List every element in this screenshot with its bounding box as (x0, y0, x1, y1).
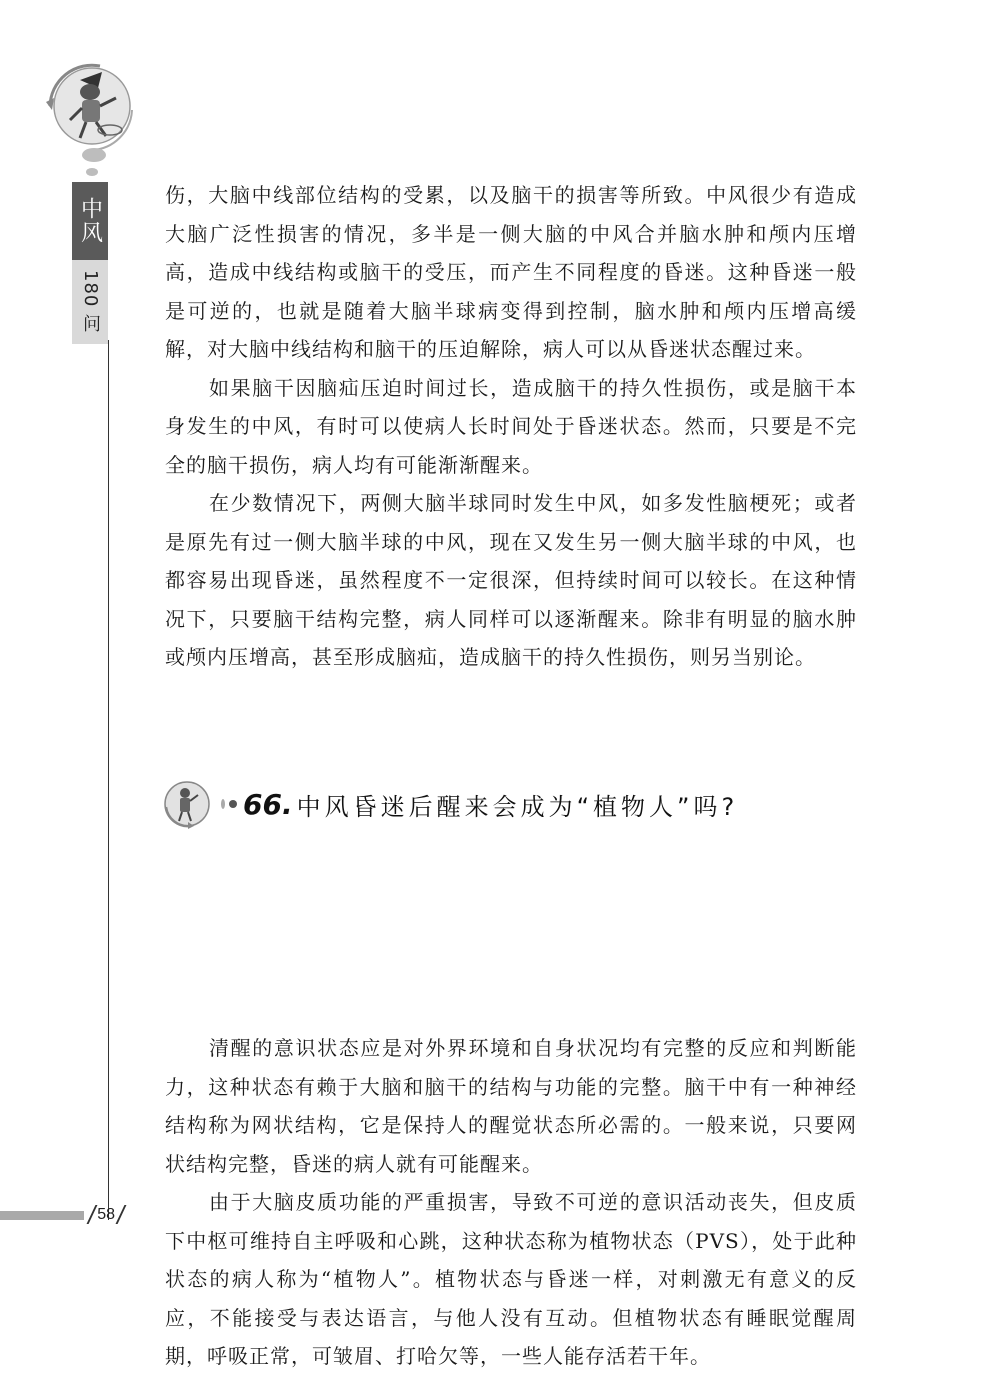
paragraph: 由于大脑皮质功能的严重损害，导致不可逆的意识活动丧失，但皮质下中枢可维持自主呼吸和心跳，这种状态称为植物状态（PVS），处于此种状态的病人称为“植物人”。植物状态与昏迷一样，对刺激无有意义的反应，不能接受与表达语言，与他人没有互动。但植物状态有睡眠觉醒周期，呼吸正常，可皱眉、打哈欠等，一些人能存活若干年。 (165, 1190, 857, 1368)
decor-dot-small (86, 168, 98, 176)
teacher-figure-icon (160, 777, 214, 831)
section-previous-continued (165, 176, 857, 677)
mascot-illustration (40, 58, 140, 158)
side-tab-title: 中风 (72, 182, 108, 260)
page-number-area (86, 1200, 126, 1230)
dot-marker-icon (229, 799, 237, 809)
paragraph: 伤，大脑中线部位结构的受累，以及脑干的损害等所致。中风很少有造成大脑广泛性损害的情况，多半是一侧大脑的中风合并脑水肿和颅内压增高，造成中线结构或脑干的受压，而产生不同程度的昏迷。这种昏迷一般是可逆的，也就是随着大脑半球病变得到控制，脑水肿和颅内压增高缓解，对大脑中线结构和脑干的压迫解除，病人可以从昏迷状态醒过来。 (165, 183, 857, 361)
question-title: 中风昏迷后醒来会成为“植物人”吗? (296, 792, 739, 821)
paragraph: 清醒的意识状态应是对外界环境和自身状况均有完整的反应和判断能力，这种状态有赖于大脑和脑干的结构与功能的完整。脑干中有一种神经结构称为网状结构，它是保持人的醒觉状态所必需的。一般来说，只要网状结构完整，昏迷的病人就有可能醒来。 (165, 1036, 857, 1176)
cartoon-figure-icon (40, 58, 140, 158)
chapter-side-tab (72, 182, 108, 344)
slash-left: / (88, 1199, 96, 1230)
heading-dots (220, 798, 237, 810)
paragraph: 在少数情况下，两侧大脑半球同时发生中风，如多发性脑梗死；或者是原先有过一侧大脑半球的中风，现在又发生另一侧大脑半球的中风，也都容易出现昏迷，虽然程度不一定很深，但持续时间可以较长。在这种情况下，只要脑干结构完整，病人同样可以逐渐醒来。除非有明显的脑水肿或颅内压增高，甚至形成脑疝，造成脑干的持久性损伤，则另当别论。 (165, 491, 857, 669)
side-divider-line (108, 340, 109, 1220)
page-number-bar (0, 1211, 84, 1220)
dot-marker-small-icon (220, 798, 226, 810)
decor-dot-large (82, 148, 106, 162)
side-tab-subtitle: 180 问 (72, 260, 108, 344)
paragraph: 如果脑干因脑疝压迫时间过长，造成脑干的持久性损伤，或是脑干本身发生的中风，有时可以使病人长时间处于昏迷状态。然而，只要是不完全的脑干损伤，病人均有可能渐渐醒来。 (165, 375, 857, 477)
slash-right: / (117, 1199, 125, 1230)
question-number: 66. (243, 787, 293, 821)
section-66-body (165, 1029, 857, 1376)
page-number: 58 (97, 1206, 116, 1223)
question-heading (160, 774, 738, 834)
